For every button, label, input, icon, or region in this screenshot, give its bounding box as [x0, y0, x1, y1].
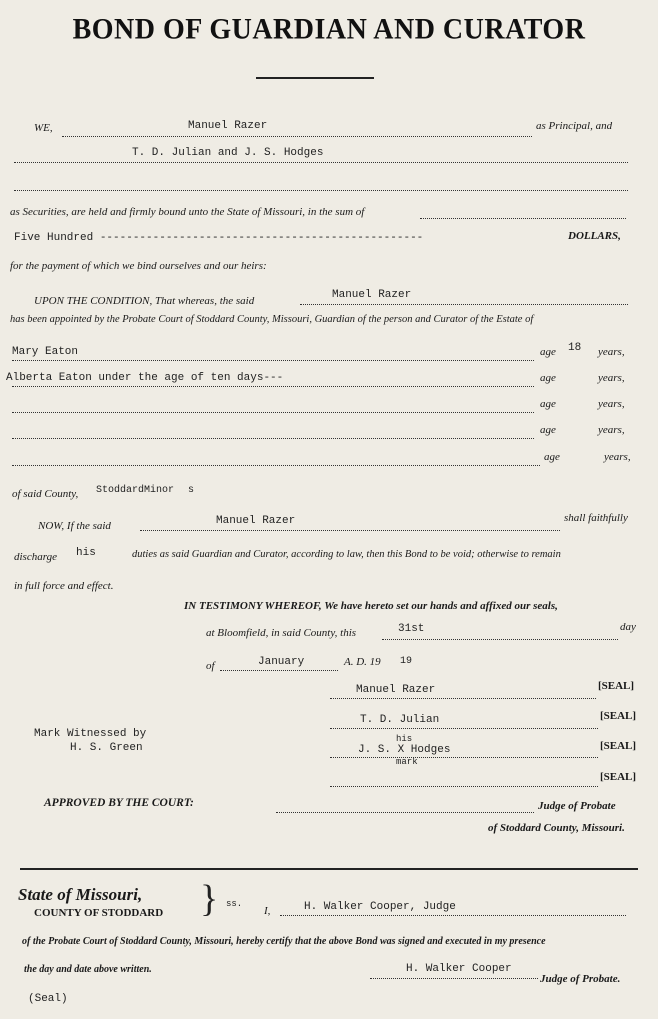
minor-line [12, 412, 534, 413]
signature-name: T. D. Julian [360, 714, 440, 726]
minor-line [12, 465, 540, 466]
day-value: 31st [398, 623, 425, 635]
appointed-clause: has been appointed by the Probate Court of Stoddard County, Missouri, Guardian of the person and Curator of the Estate of [10, 314, 534, 325]
now-name: Manuel Razer [216, 515, 296, 527]
minor-age-label: age [544, 451, 560, 463]
date-clause: the day and date above written. [24, 964, 152, 975]
condition-line [300, 304, 628, 305]
minor-years-label: years, [598, 424, 625, 436]
mark-label: mark [396, 757, 418, 767]
minor-years-label: years, [604, 451, 631, 463]
minor-age-label: age [540, 372, 556, 384]
signature-line [330, 698, 596, 699]
sum-words: Five Hundred ------------------------------------------------- [14, 232, 424, 244]
securities-names: T. D. Julian and J. S. Hodges [132, 147, 324, 159]
ad-label: A. D. 19 [344, 656, 381, 668]
county-label: of said County, [12, 488, 79, 500]
title-rule [256, 77, 374, 79]
condition-intro: UPON THE CONDITION, That whereas, the said [34, 295, 255, 307]
document-title: BOND OF GUARDIAN AND CURATOR [72, 13, 586, 46]
payment-clause: for the payment of which we bind ourselves and our heirs: [10, 260, 267, 272]
judge-signature: H. Walker Cooper [406, 963, 512, 975]
seal-label: [SEAL] [600, 740, 637, 752]
minor-line [12, 438, 534, 439]
month-value: January [258, 656, 305, 668]
securities-line-2 [14, 190, 628, 191]
testimony-clause: IN TESTIMONY WHEREOF, We have hereto set our hands and affixed our seals, [184, 600, 558, 612]
judge-label: Judge of Probate [538, 800, 616, 812]
year-value: 19 [400, 656, 413, 667]
day-line [382, 639, 618, 640]
discharge-clause: duties as said Guardian and Curator, according to law, then this Bond to be void; otherwise to remain [132, 549, 561, 560]
county-of-label: COUNTY OF STODDARD [34, 907, 164, 919]
principal-name: Manuel Razer [188, 120, 268, 132]
minor-age-label: age [540, 398, 556, 410]
brace: } [200, 878, 219, 920]
county-suffix: s [188, 485, 195, 496]
judge-signature-line [370, 978, 538, 979]
securities-clause: as Securities, are held and firmly bound unto the State of Missouri, in the sum of [10, 206, 365, 218]
day-label: day [620, 621, 636, 633]
signature-line [330, 728, 598, 729]
full-force-label: in full force and effect. [14, 580, 114, 592]
bloomfield-label: at Bloomfield, in said County, this [206, 627, 357, 639]
county-value: StoddardMinor [96, 485, 175, 496]
now-line [140, 530, 560, 531]
approved-line [276, 812, 534, 813]
discharge-label: discharge [14, 551, 57, 563]
dollars-label: DOLLARS, [568, 230, 621, 242]
minor-line [12, 386, 534, 387]
his-label: his [396, 734, 413, 744]
section-divider [20, 868, 638, 870]
judge-of-probate: Judge of Probate. [540, 973, 621, 985]
minor-years-label: years, [598, 398, 625, 410]
month-line [220, 670, 338, 671]
seal-label: [SEAL] [600, 771, 637, 783]
minor-name: Alberta Eaton under the age of ten days--- [6, 372, 284, 384]
approved-label: APPROVED BY THE COURT: [44, 797, 194, 809]
signature-line [330, 757, 598, 758]
minor-age-label: age [540, 346, 556, 358]
certify-clause: of the Probate Court of Stoddard County, Missouri, hereby certify that the above Bond was signed and executed in my presence [22, 936, 546, 947]
witness-line-1: Mark Witnessed by [34, 728, 147, 740]
as-principal-label: as Principal, and [536, 120, 613, 132]
of-label: of [206, 660, 215, 672]
seal-label: [SEAL] [600, 710, 637, 722]
securities-line-1 [14, 162, 628, 163]
judge-name: H. Walker Cooper, Judge [304, 901, 456, 913]
sum-line [420, 218, 626, 219]
we-label: WE, [34, 122, 53, 134]
seal-mark: (Seal) [28, 993, 68, 1005]
minor-years-label: years, [598, 346, 625, 358]
discharge-pronoun: his [76, 547, 96, 559]
minor-age: 18 [568, 342, 582, 354]
signature-name: Manuel Razer [356, 684, 436, 696]
judge-name-line [280, 915, 626, 916]
faithfully-label: shall faithfully [564, 512, 628, 524]
condition-name: Manuel Razer [332, 289, 412, 301]
ss-label: ss. [226, 899, 243, 909]
witness-line-2: H. S. Green [70, 742, 143, 754]
state-label: State of Missouri, [18, 885, 143, 904]
principal-line [62, 136, 532, 137]
judge-county: of Stoddard County, Missouri. [488, 822, 625, 834]
i-label: I, [264, 905, 271, 917]
signature-line [330, 786, 598, 787]
minor-line [12, 360, 534, 361]
minor-years-label: years, [598, 372, 625, 384]
minor-name: Mary Eaton [12, 346, 79, 358]
minor-age-label: age [540, 424, 556, 436]
seal-label: [SEAL] [598, 680, 635, 692]
now-label: NOW, If the said [38, 520, 111, 532]
signature-name: J. S. X Hodges [358, 744, 451, 756]
